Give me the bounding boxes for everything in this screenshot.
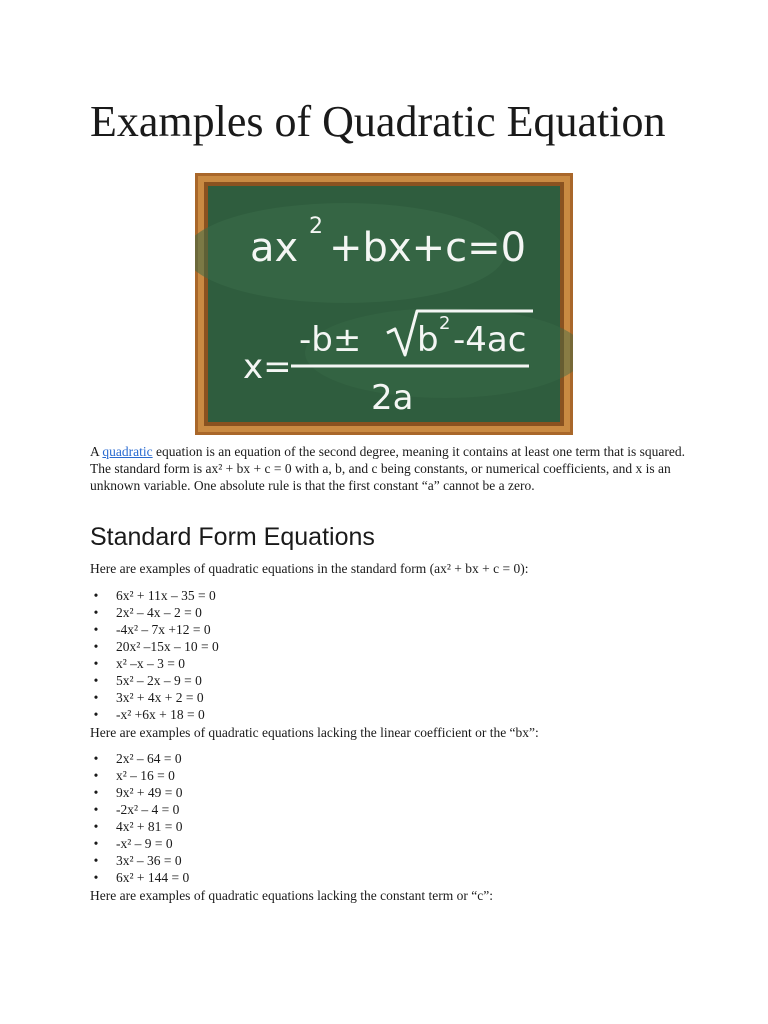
equation-list-item: [90, 689, 219, 706]
bullet-icon: •: [93, 819, 99, 834]
bullet-icon: •: [93, 802, 99, 817]
equation-text: 4x² + 81 = 0: [116, 819, 183, 834]
intro-prefix: A: [90, 444, 103, 459]
equation-list-item: [90, 767, 189, 784]
equation-list-item: [90, 638, 219, 655]
bullet-icon: •: [93, 673, 99, 688]
equation-text: 9x² + 49 = 0: [116, 785, 183, 800]
formula-lhs: x=: [243, 347, 292, 387]
equation-list-item: [90, 750, 189, 767]
formula-radicand-rest: -4ac: [453, 320, 527, 360]
formula-line1-rest: +bx+c=0: [329, 225, 527, 271]
equation-text: 20x² –15x – 10 = 0: [116, 639, 219, 654]
equation-text: 6x² + 11x – 35 = 0: [116, 588, 216, 603]
formula-radicand-base: b: [417, 320, 439, 360]
quadratic-link[interactable]: quadratic: [102, 444, 153, 459]
lacking-constant-intro: Here are examples of quadratic equations lacking the constant term or “c”:: [90, 888, 493, 903]
equation-list-item: [90, 818, 189, 835]
equation-list-item: [90, 784, 189, 801]
bullet-icon: •: [93, 751, 99, 766]
equation-list-item: [90, 869, 189, 886]
page-title: Examples of Quadratic Equation: [90, 97, 666, 146]
bullet-icon: •: [93, 622, 99, 637]
formula-line1-base: ax: [250, 225, 299, 271]
lacking-linear-list: [90, 750, 189, 886]
equation-text: -x² – 9 = 0: [116, 836, 173, 851]
bullet-icon: •: [93, 870, 99, 885]
equation-list-item: [90, 672, 219, 689]
bullet-icon: •: [93, 853, 99, 868]
equation-text: 3x² + 4x + 2 = 0: [116, 690, 204, 705]
equation-text: -2x² – 4 = 0: [116, 802, 180, 817]
bullet-icon: •: [93, 785, 99, 800]
intro-text: equation is an equation of the second degree, meaning it contains at least one term that is squared. The standard form is ax² + bx + c = 0 with a, b, and c being constants, or numerical coefficients, and x is an unknown variable. One absolute rule is that the first constant “a” cannot be a zero.: [90, 444, 685, 494]
equation-text: 5x² – 2x – 9 = 0: [116, 673, 202, 688]
intro-paragraph: [90, 443, 690, 495]
equation-list-item: [90, 655, 219, 672]
equation-text: 2x² – 4x – 2 = 0: [116, 605, 202, 620]
bullet-icon: •: [93, 768, 99, 783]
equation-text: -x² +6x + 18 = 0: [116, 707, 205, 722]
equation-list-item: [90, 621, 219, 638]
chalkboard-image: [195, 173, 573, 435]
bullet-icon: •: [93, 707, 99, 722]
bullet-icon: •: [93, 656, 99, 671]
equation-text: x² – 16 = 0: [116, 768, 175, 783]
equation-text: -4x² – 7x +12 = 0: [116, 622, 211, 637]
formula-numerator-pre: -b±: [299, 320, 362, 360]
equation-list-item: [90, 801, 189, 818]
formula-radicand-sup: 2: [439, 313, 451, 334]
bullet-icon: •: [93, 836, 99, 851]
equation-list-item: [90, 604, 219, 621]
formula-denominator: 2a: [371, 378, 414, 418]
equation-list-item: [90, 587, 219, 604]
equation-list-item: [90, 706, 219, 723]
lacking-linear-intro: Here are examples of quadratic equations lacking the linear coefficient or the “bx”:: [90, 725, 539, 740]
formula-line1-sup: 2: [309, 214, 323, 239]
bullet-icon: •: [93, 639, 99, 654]
bullet-icon: •: [93, 605, 99, 620]
bullet-icon: •: [93, 690, 99, 705]
equation-text: 6x² + 144 = 0: [116, 870, 190, 885]
equation-list-item: [90, 852, 189, 869]
standard-form-intro: Here are examples of quadratic equations in the standard form (ax² + bx + c = 0):: [90, 561, 529, 576]
bullet-icon: •: [93, 588, 99, 603]
section-heading: Standard Form Equations: [90, 523, 375, 551]
equation-text: 2x² – 64 = 0: [116, 751, 182, 766]
equation-text: x² –x – 3 = 0: [116, 656, 186, 671]
equation-text: 3x² – 36 = 0: [116, 853, 182, 868]
standard-form-list: [90, 587, 219, 723]
equation-list-item: [90, 835, 189, 852]
